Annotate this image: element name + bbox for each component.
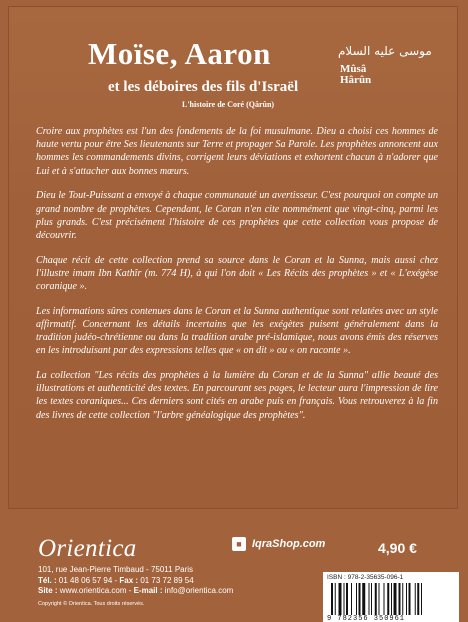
isbn-text: ISBN : 978-2-35635-096-1 <box>327 574 404 581</box>
translit-harun: Hârûn <box>340 74 372 86</box>
isbn-barcode-box <box>323 572 459 622</box>
iqrashop-badge[interactable] <box>232 537 325 551</box>
publisher-logo: Orientica <box>38 535 137 562</box>
email-link[interactable]: info@orientica.com <box>164 586 234 595</box>
blurb-paragraph-3: Chaque récit de cette collection prend sa source dans le Coran et la Sunna, mais aussi chez l'illustre imam Ibn Kathîr (m. 774 H), à qui l'on doit « Les Récits des prophètes » et « L'exégèse coranique ». <box>36 254 438 293</box>
book-title: Moïse, Aaron <box>88 36 271 71</box>
price: 4,90 € <box>378 540 417 556</box>
copyright-notice: Copyright © Orientica. Tous droits réservés. <box>38 601 145 607</box>
blurb <box>36 125 438 433</box>
blurb-paragraph-4: Les informations sûres contenues dans le Coran et la Sunna authentique sont relatées avec un style affirmatif. Concernant les détails incertains que les exégètes puisent généralement dans la tradition judéo-chrétienne ou dans la tradition arabe pré-islamique, nous avons émis des réserves en les introduisant par des expressions telles que « on dit » ou « on raconte ». <box>36 305 438 357</box>
arabic-calligraphy: موسى عليه السلام <box>338 44 432 58</box>
barcode-icon <box>331 583 453 615</box>
footer <box>0 509 468 622</box>
address-line: 101, rue Jean-Pierre Timbaud - 75011 Paris <box>38 565 194 574</box>
translit-musa: Mûsâ <box>340 63 367 75</box>
web-line: Site : www.orientica.com - E-mail : info@orientica.com <box>38 586 234 595</box>
phone-line: Tél. : 01 48 06 57 94 - Fax : 01 73 72 89 54 <box>38 575 194 585</box>
transliteration <box>340 64 371 86</box>
site-link[interactable]: www.orientica.com <box>59 586 127 595</box>
book-history-line: L'histoire de Coré (Qârûn) <box>182 100 275 109</box>
book-subtitle: et les déboires des fils d'Israël <box>108 79 299 95</box>
barcode-digits: 9 782356 350961 <box>327 615 406 622</box>
blurb-paragraph-1: Croire aux prophètes est l'un des fondements de la foi musulmane. Dieu a choisi ces hommes de haute vertu pour être Ses lieutenants sur Terre et propager Sa Parole. Les prophètes annoncent aux hommes les commandements divins, corrigent leurs déviations et exhortent chacun à n'adorer que Lui et à s'attacher aux bonnes mœurs. <box>36 126 438 177</box>
publisher-contact <box>38 565 233 597</box>
iqrashop-label: IqraShop.com <box>252 538 326 550</box>
book-icon: ■ <box>232 537 246 551</box>
blurb-paragraph-2: Dieu le Tout-Puissant a envoyé à chaque communauté un avertisseur. C'est pourquoi on compte un grand nombre de prophètes. Cependant, le Coran n'en cite nommément que vingt-cinq, parmi les plus grands. C'est précisément l'histoire de ces prophètes que cette collection vous propose de découvrir. <box>36 190 438 241</box>
blurb-paragraph-5: La collection "Les récits des prophètes à la lumière du Coran et de la Sunna" allie beauté des illustrations et authenticité des textes. En parcourant ses pages, le lecteur aura l'impression de lire les textes coraniques... Ces derniers sont cités en arabe puis en français. Vous retrouverez à la fin des livres de cette collection "l'arbre généalogique des prophètes". <box>36 370 438 421</box>
